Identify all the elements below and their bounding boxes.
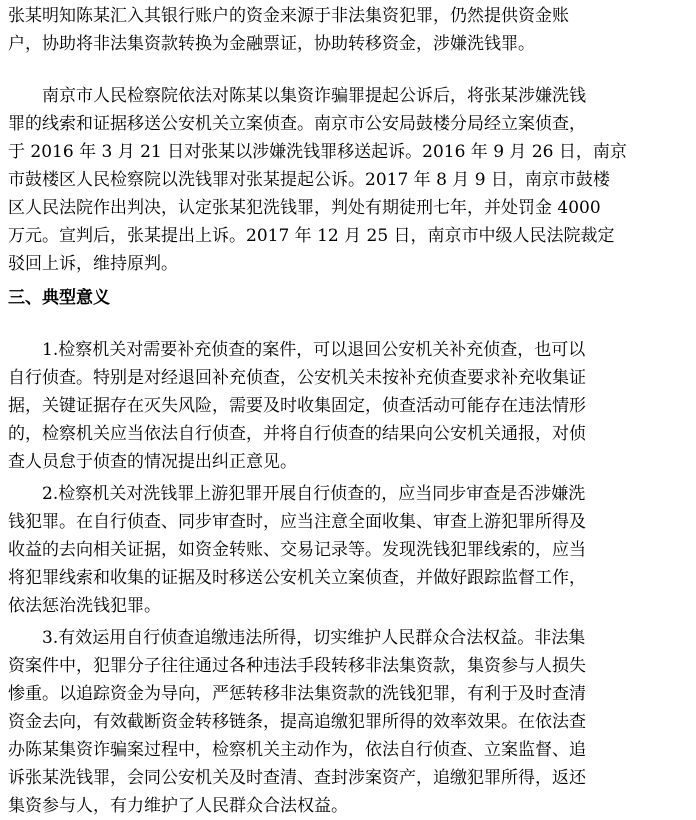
text-line: 资案件中，犯罪分子往往通过各种违法手段转移非法集资款，集资参与人损失 xyxy=(8,656,586,676)
text-line: 2.检察机关对洗钱罪上游犯罪开展自行侦查的，应当同步审查是否涉嫌洗 xyxy=(8,484,586,504)
text-line: 的，检察机关应当依法自行侦查，并将自行侦查的结果向公安机关通报，对侦 xyxy=(8,424,586,444)
text-line: 3.有效运用自行侦查追缴违法所得，切实维护人民群众合法权益。非法集 xyxy=(8,628,586,648)
paragraph-case-facts xyxy=(8,2,688,58)
text-line: 张某明知陈某汇入其银行账户的资金来源于非法集资犯罪，仍然提供资金账 xyxy=(8,6,569,26)
text-line: 1.检察机关对需要补充侦查的案件，可以退回公安机关补充侦查，也可以 xyxy=(8,340,586,360)
text-line: 户，协助将非法集资款转换为金融票证，协助转移资金，涉嫌洗钱罪。 xyxy=(8,34,535,54)
text-line: 惨重。以追踪资金为导向，严惩转移非法集资款的洗钱犯罪，有利于及时查清 xyxy=(8,684,586,704)
text-line: 市鼓楼区人民检察院以洗钱罪对张某提起公诉。2017 年 8 月 9 日，南京市鼓楼 xyxy=(8,170,610,190)
section-heading: 三、典型意义 xyxy=(8,288,110,308)
text-line: 据，关键证据存在灭失风险，需要及时收集固定，侦查活动可能存在违法情形 xyxy=(8,396,586,416)
text-line: 南京市人民检察院依法对陈某以集资诈骗罪提起公诉后，将张某涉嫌洗钱 xyxy=(8,86,586,106)
text-line: 将犯罪线索和收集的证据及时移送公安机关立案侦查，并做好跟踪监督工作， xyxy=(8,568,586,588)
text-line: 区人民法院作出判决，认定张某犯洗钱罪，判处有期徒刑七年，并处罚金 4000 xyxy=(8,198,601,218)
text-line: 万元。宣判后，张某提出上诉。2017 年 12 月 25 日，南京市中级人民法院裁定 xyxy=(8,226,615,246)
text-line: 于 2016 年 3 月 21 日对张某以涉嫌洗钱罪移送起诉。2016 年 9 月 26 日，南京 xyxy=(8,142,627,162)
paragraph-point-2 xyxy=(8,480,688,620)
text-line: 收益的去向相关证据，如资金转账、交易记录等。发现洗钱犯罪线索的，应当 xyxy=(8,540,586,560)
text-line: 集资参与人，有力维护了人民群众合法权益。 xyxy=(8,796,348,816)
paragraph-point-1 xyxy=(8,336,688,476)
paragraph-prosecution-history xyxy=(8,82,688,278)
text-line: 自行侦查。特别是对经退回补充侦查，公安机关未按补充侦查要求补充收集证 xyxy=(8,368,586,388)
text-line: 罪的线索和证据移送公安机关立案侦查。南京市公安局鼓楼分局经立案侦查， xyxy=(8,114,586,134)
text-line: 诉张某洗钱罪，会同公安机关及时查清、查封涉案资产，追缴犯罪所得，返还 xyxy=(8,768,586,788)
text-line: 驳回上诉，维持原判。 xyxy=(8,254,178,274)
paragraph-point-3 xyxy=(8,624,688,820)
text-line: 办陈某集资诈骗案过程中，检察机关主动作为，依法自行侦查、立案监督、追 xyxy=(8,740,586,760)
text-line: 钱犯罪。在自行侦查、同步审查时，应当注意全面收集、审查上游犯罪所得及 xyxy=(8,512,586,532)
text-line: 依法惩治洗钱犯罪。 xyxy=(8,596,161,616)
text-line: 查人员怠于侦查的情况提出纠正意见。 xyxy=(8,452,297,472)
text-line: 资金去向，有效截断资金转移链条，提高追缴犯罪所得的效率效果。在依法查 xyxy=(8,712,586,732)
